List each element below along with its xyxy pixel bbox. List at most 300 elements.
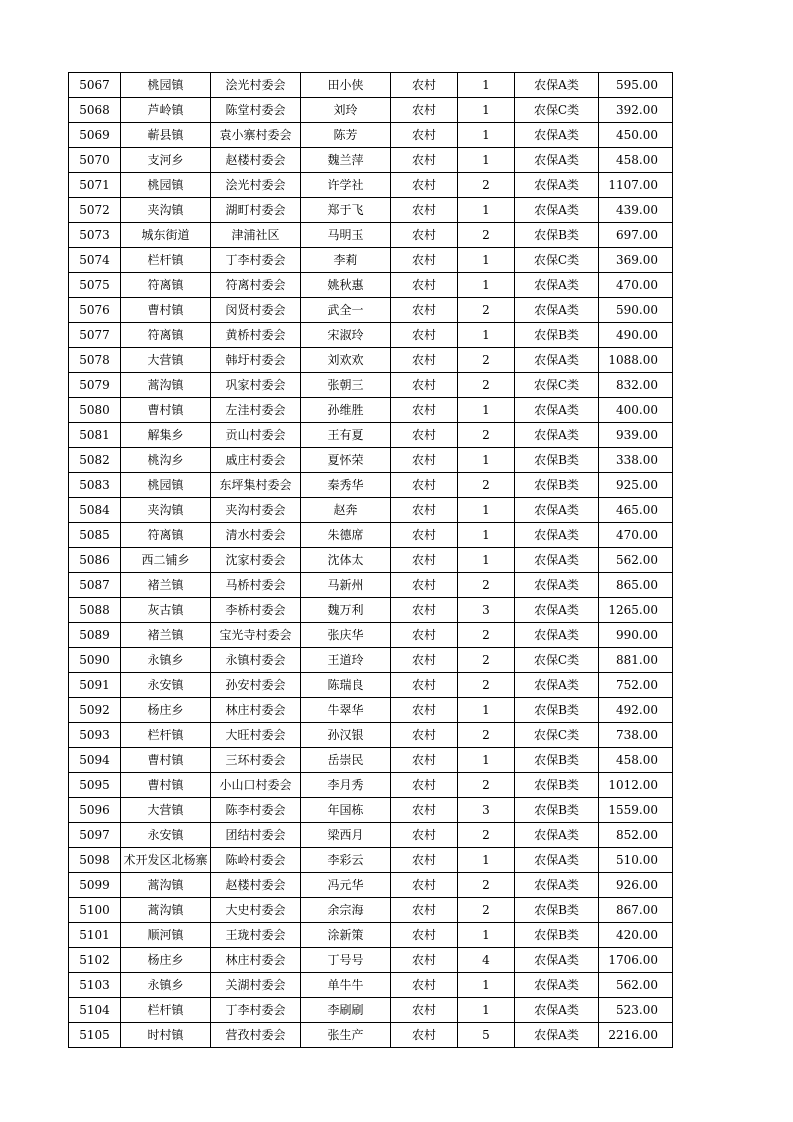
table-row [69,598,673,623]
name-cell: 涂新策 [301,923,391,948]
household-type-cell: 农村 [391,123,458,148]
category-cell: 农保A类 [515,423,599,448]
serial-cell: 5088 [69,598,121,623]
table-row [69,73,673,98]
category-cell: 农保A类 [515,623,599,648]
name-cell: 魏万利 [301,598,391,623]
persons-cell: 2 [458,473,515,498]
persons-cell: 2 [458,348,515,373]
serial-cell: 5085 [69,523,121,548]
town-cell: 蒿沟镇 [121,373,211,398]
village-cell: 林庄村委会 [211,698,301,723]
category-cell: 农保A类 [515,573,599,598]
persons-cell: 2 [458,873,515,898]
household-type-cell: 农村 [391,598,458,623]
category-cell: 农保A类 [515,148,599,173]
table-row [69,648,673,673]
table-row [69,723,673,748]
village-cell: 沈家村委会 [211,548,301,573]
table-row [69,123,673,148]
table-row [69,623,673,648]
table-row [69,148,673,173]
name-cell: 朱德席 [301,523,391,548]
village-cell: 戚庄村委会 [211,448,301,473]
category-cell: 农保B类 [515,923,599,948]
category-cell: 农保B类 [515,448,599,473]
category-cell: 农保C类 [515,373,599,398]
serial-cell: 5079 [69,373,121,398]
amount-cell: 400.00 [599,398,673,423]
name-cell: 刘玲 [301,98,391,123]
table-row [69,798,673,823]
persons-cell: 1 [458,98,515,123]
category-cell: 农保B类 [515,323,599,348]
table-row [69,173,673,198]
serial-cell: 5067 [69,73,121,98]
table-row [69,198,673,223]
town-cell: 桃园镇 [121,473,211,498]
category-cell: 农保A类 [515,973,599,998]
town-cell: 支河乡 [121,148,211,173]
persons-cell: 2 [458,223,515,248]
name-cell: 武全一 [301,298,391,323]
town-cell: 西二铺乡 [121,548,211,573]
town-cell: 桃园镇 [121,173,211,198]
town-cell: 永镇乡 [121,973,211,998]
persons-cell: 5 [458,1023,515,1048]
persons-cell: 3 [458,598,515,623]
name-cell: 田小侠 [301,73,391,98]
household-type-cell: 农村 [391,173,458,198]
persons-cell: 1 [458,73,515,98]
table-row [69,773,673,798]
persons-cell: 2 [458,823,515,848]
household-type-cell: 农村 [391,948,458,973]
village-cell: 陈堂村委会 [211,98,301,123]
persons-cell: 1 [458,198,515,223]
town-cell: 夹沟镇 [121,198,211,223]
table-row [69,748,673,773]
amount-cell: 925.00 [599,473,673,498]
category-cell: 农保C类 [515,248,599,273]
household-type-cell: 农村 [391,573,458,598]
amount-cell: 562.00 [599,973,673,998]
category-cell: 农保B类 [515,223,599,248]
table-row [69,898,673,923]
village-cell: 符离村委会 [211,273,301,298]
town-cell: 蒿沟镇 [121,873,211,898]
category-cell: 农保A类 [515,598,599,623]
table-row [69,248,673,273]
category-cell: 农保A类 [515,548,599,573]
name-cell: 秦秀华 [301,473,391,498]
amount-cell: 450.00 [599,123,673,148]
town-cell: 永安镇 [121,673,211,698]
town-cell: 灰古镇 [121,598,211,623]
village-cell: 闵贤村委会 [211,298,301,323]
town-cell: 曹村镇 [121,773,211,798]
name-cell: 孙维胜 [301,398,391,423]
name-cell: 夏怀荣 [301,448,391,473]
serial-cell: 5100 [69,898,121,923]
serial-cell: 5081 [69,423,121,448]
village-cell: 夹沟村委会 [211,498,301,523]
category-cell: 农保A类 [515,348,599,373]
amount-cell: 1706.00 [599,948,673,973]
village-cell: 王珑村委会 [211,923,301,948]
serial-cell: 5073 [69,223,121,248]
amount-cell: 392.00 [599,98,673,123]
name-cell: 张生产 [301,1023,391,1048]
persons-cell: 1 [458,448,515,473]
amount-cell: 510.00 [599,848,673,873]
household-type-cell: 农村 [391,998,458,1023]
amount-cell: 697.00 [599,223,673,248]
serial-cell: 5080 [69,398,121,423]
household-type-cell: 农村 [391,623,458,648]
category-cell: 农保A类 [515,498,599,523]
household-type-cell: 农村 [391,773,458,798]
village-cell: 营孜村委会 [211,1023,301,1048]
persons-cell: 1 [458,123,515,148]
household-type-cell: 农村 [391,298,458,323]
persons-cell: 1 [458,273,515,298]
name-cell: 宋淑玲 [301,323,391,348]
town-cell: 大营镇 [121,348,211,373]
town-cell: 城东街道 [121,223,211,248]
serial-cell: 5084 [69,498,121,523]
village-cell: 袁小寨村委会 [211,123,301,148]
category-cell: 农保A类 [515,298,599,323]
town-cell: 永安镇 [121,823,211,848]
serial-cell: 5097 [69,823,121,848]
name-cell: 王道玲 [301,648,391,673]
town-cell: 符离镇 [121,323,211,348]
category-cell: 农保A类 [515,823,599,848]
category-cell: 农保A类 [515,398,599,423]
village-cell: 大史村委会 [211,898,301,923]
amount-cell: 1559.00 [599,798,673,823]
serial-cell: 5093 [69,723,121,748]
table-row [69,848,673,873]
persons-cell: 2 [458,573,515,598]
amount-cell: 2216.00 [599,1023,673,1048]
household-type-cell: 农村 [391,1023,458,1048]
town-cell: 解集乡 [121,423,211,448]
persons-cell: 2 [458,298,515,323]
village-cell: 林庄村委会 [211,948,301,973]
village-cell: 赵楼村委会 [211,873,301,898]
serial-cell: 5096 [69,798,121,823]
persons-cell: 1 [458,973,515,998]
household-type-cell: 农村 [391,498,458,523]
persons-cell: 1 [458,748,515,773]
town-cell: 栏杆镇 [121,248,211,273]
table-row [69,448,673,473]
name-cell: 姚秋惠 [301,273,391,298]
persons-cell: 1 [458,698,515,723]
town-cell: 杨庄乡 [121,698,211,723]
table-row [69,573,673,598]
village-cell: 湖町村委会 [211,198,301,223]
household-type-cell: 农村 [391,723,458,748]
household-type-cell: 农村 [391,373,458,398]
name-cell: 岳崇民 [301,748,391,773]
serial-cell: 5087 [69,573,121,598]
village-cell: 孙安村委会 [211,673,301,698]
persons-cell: 1 [458,498,515,523]
town-cell: 芦岭镇 [121,98,211,123]
amount-cell: 926.00 [599,873,673,898]
serial-cell: 5102 [69,948,121,973]
town-cell: 曹村镇 [121,398,211,423]
household-type-cell: 农村 [391,973,458,998]
village-cell: 马桥村委会 [211,573,301,598]
town-cell: 大营镇 [121,798,211,823]
amount-cell: 458.00 [599,748,673,773]
category-cell: 农保B类 [515,798,599,823]
serial-cell: 5068 [69,98,121,123]
serial-cell: 5077 [69,323,121,348]
household-type-cell: 农村 [391,98,458,123]
category-cell: 农保B类 [515,773,599,798]
town-cell: 栏杆镇 [121,998,211,1023]
amount-cell: 738.00 [599,723,673,748]
persons-cell: 1 [458,848,515,873]
amount-cell: 523.00 [599,998,673,1023]
town-cell: 符离镇 [121,523,211,548]
household-type-cell: 农村 [391,898,458,923]
table-row [69,498,673,523]
serial-cell: 5075 [69,273,121,298]
name-cell: 张庆华 [301,623,391,648]
amount-cell: 852.00 [599,823,673,848]
serial-cell: 5099 [69,873,121,898]
household-type-cell: 农村 [391,398,458,423]
name-cell: 牛翠华 [301,698,391,723]
serial-cell: 5086 [69,548,121,573]
amount-cell: 465.00 [599,498,673,523]
table-row [69,423,673,448]
category-cell: 农保A类 [515,873,599,898]
village-cell: 小山口村委会 [211,773,301,798]
serial-cell: 5092 [69,698,121,723]
amount-cell: 939.00 [599,423,673,448]
village-cell: 清水村委会 [211,523,301,548]
category-cell: 农保A类 [515,73,599,98]
household-type-cell: 农村 [391,523,458,548]
category-cell: 农保A类 [515,673,599,698]
name-cell: 李刷刷 [301,998,391,1023]
name-cell: 年国栋 [301,798,391,823]
persons-cell: 2 [458,623,515,648]
persons-cell: 4 [458,948,515,973]
persons-cell: 1 [458,323,515,348]
household-type-cell: 农村 [391,448,458,473]
amount-cell: 470.00 [599,523,673,548]
table-row [69,698,673,723]
name-cell: 魏兰萍 [301,148,391,173]
category-cell: 农保B类 [515,698,599,723]
serial-cell: 5078 [69,348,121,373]
town-cell: 曹村镇 [121,298,211,323]
name-cell: 李莉 [301,248,391,273]
name-cell: 郑于飞 [301,198,391,223]
table-row [69,998,673,1023]
village-cell: 浍光村委会 [211,173,301,198]
table-row [69,673,673,698]
household-type-cell: 农村 [391,473,458,498]
town-cell: 杨庄乡 [121,948,211,973]
table-row [69,348,673,373]
persons-cell: 2 [458,673,515,698]
name-cell: 王有夏 [301,423,391,448]
table-row [69,473,673,498]
household-type-cell: 农村 [391,198,458,223]
amount-cell: 1088.00 [599,348,673,373]
serial-cell: 5103 [69,973,121,998]
persons-cell: 1 [458,248,515,273]
household-type-cell: 农村 [391,273,458,298]
amount-cell: 990.00 [599,623,673,648]
household-type-cell: 农村 [391,648,458,673]
category-cell: 农保C类 [515,723,599,748]
amount-cell: 865.00 [599,573,673,598]
household-type-cell: 农村 [391,748,458,773]
amount-cell: 1265.00 [599,598,673,623]
village-cell: 东坪集村委会 [211,473,301,498]
amount-cell: 562.00 [599,548,673,573]
town-cell: 蕲县镇 [121,123,211,148]
household-type-cell: 农村 [391,873,458,898]
table-row [69,823,673,848]
amount-cell: 881.00 [599,648,673,673]
name-cell: 马明玉 [301,223,391,248]
amount-cell: 832.00 [599,373,673,398]
table-body [69,73,673,1048]
serial-cell: 5076 [69,298,121,323]
persons-cell: 1 [458,548,515,573]
serial-cell: 5105 [69,1023,121,1048]
name-cell: 梁西月 [301,823,391,848]
village-cell: 左洼村委会 [211,398,301,423]
amount-cell: 490.00 [599,323,673,348]
household-type-cell: 农村 [391,823,458,848]
village-cell: 贡山村委会 [211,423,301,448]
village-cell: 巩家村委会 [211,373,301,398]
village-cell: 陈岭村委会 [211,848,301,873]
category-cell: 农保A类 [515,173,599,198]
persons-cell: 2 [458,648,515,673]
household-type-cell: 农村 [391,223,458,248]
household-type-cell: 农村 [391,348,458,373]
amount-cell: 369.00 [599,248,673,273]
serial-cell: 5083 [69,473,121,498]
category-cell: 农保A类 [515,848,599,873]
persons-cell: 1 [458,998,515,1023]
name-cell: 李彩云 [301,848,391,873]
name-cell: 刘欢欢 [301,348,391,373]
name-cell: 陈芳 [301,123,391,148]
table-row [69,323,673,348]
name-cell: 丁号号 [301,948,391,973]
persons-cell: 1 [458,523,515,548]
serial-cell: 5082 [69,448,121,473]
persons-cell: 1 [458,923,515,948]
table-row [69,1023,673,1048]
name-cell: 张朝三 [301,373,391,398]
household-type-cell: 农村 [391,548,458,573]
category-cell: 农保A类 [515,273,599,298]
town-cell: 顺河镇 [121,923,211,948]
town-cell: 永镇乡 [121,648,211,673]
name-cell: 余宗海 [301,898,391,923]
household-type-cell: 农村 [391,673,458,698]
category-cell: 农保B类 [515,748,599,773]
household-type-cell: 农村 [391,798,458,823]
household-type-cell: 农村 [391,148,458,173]
serial-cell: 5098 [69,848,121,873]
town-cell: 褚兰镇 [121,573,211,598]
category-cell: 农保B类 [515,898,599,923]
village-cell: 黄桥村委会 [211,323,301,348]
serial-cell: 5072 [69,198,121,223]
town-cell: 时村镇 [121,1023,211,1048]
name-cell: 陈瑞良 [301,673,391,698]
town-cell: 夹沟镇 [121,498,211,523]
village-cell: 韩圩村委会 [211,348,301,373]
amount-cell: 420.00 [599,923,673,948]
persons-cell: 3 [458,798,515,823]
table-row [69,523,673,548]
village-cell: 津浦社区 [211,223,301,248]
village-cell: 团结村委会 [211,823,301,848]
serial-cell: 5069 [69,123,121,148]
serial-cell: 5070 [69,148,121,173]
persons-cell: 2 [458,373,515,398]
amount-cell: 595.00 [599,73,673,98]
table-row [69,973,673,998]
category-cell: 农保A类 [515,123,599,148]
persons-cell: 2 [458,423,515,448]
table-row [69,298,673,323]
name-cell: 马新州 [301,573,391,598]
table-row [69,373,673,398]
persons-cell: 1 [458,398,515,423]
serial-cell: 5071 [69,173,121,198]
village-cell: 永镇村委会 [211,648,301,673]
amount-cell: 590.00 [599,298,673,323]
serial-cell: 5101 [69,923,121,948]
table-row [69,548,673,573]
persons-cell: 2 [458,773,515,798]
amount-cell: 458.00 [599,148,673,173]
serial-cell: 5074 [69,248,121,273]
amount-cell: 1107.00 [599,173,673,198]
village-cell: 赵楼村委会 [211,148,301,173]
persons-cell: 2 [458,898,515,923]
name-cell: 李月秀 [301,773,391,798]
category-cell: 农保B类 [515,473,599,498]
amount-cell: 439.00 [599,198,673,223]
category-cell: 农保A类 [515,198,599,223]
amount-cell: 1012.00 [599,773,673,798]
table-row [69,923,673,948]
village-cell: 丁李村委会 [211,248,301,273]
serial-cell: 5104 [69,998,121,1023]
table-row [69,948,673,973]
household-type-cell: 农村 [391,923,458,948]
